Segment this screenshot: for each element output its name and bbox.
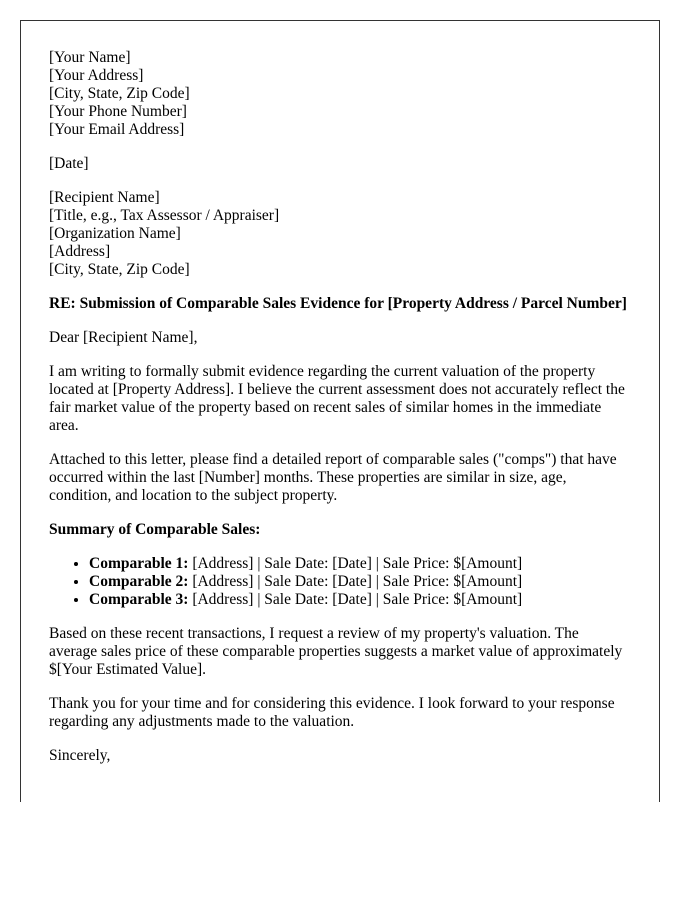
- recipient-organization: [Organization Name]: [49, 225, 181, 242]
- comparable-details: [Address] | Sale Date: [Date] | Sale Price: $[Amount]: [192, 591, 523, 608]
- list-item: [89, 555, 629, 573]
- list-item: [89, 573, 629, 591]
- summary-heading: Summary of Comparable Sales:: [49, 521, 261, 538]
- salutation: Dear [Recipient Name],: [49, 329, 198, 346]
- closing-paragraph: Thank you for your time and for considering this evidence. I look forward to your response regarding any adjustments made to the valuation.: [49, 695, 615, 730]
- comparable-label: Comparable 2:: [89, 573, 189, 590]
- recipient-name: [Recipient Name]: [49, 189, 160, 206]
- recipient-address: [Address]: [49, 243, 111, 260]
- sender-city-state-zip: [City, State, Zip Code]: [49, 85, 190, 102]
- subject-line: RE: Submission of Comparable Sales Evidence for [Property Address / Parcel Number]: [49, 295, 627, 312]
- comparable-label: Comparable 3:: [89, 591, 189, 608]
- comparable-details: [Address] | Sale Date: [Date] | Sale Price: $[Amount]: [192, 573, 523, 590]
- closing-paragraph: Based on these recent transactions, I request a review of my property's valuation. The average sales price of these comparable properties suggests a market value of approximately $[Your Estimated Value].: [49, 625, 623, 678]
- recipient-city-state-zip: [City, State, Zip Code]: [49, 261, 190, 278]
- list-item: [89, 591, 629, 609]
- letter-content: [49, 49, 629, 781]
- body-paragraph: Attached to this letter, please find a detailed report of comparable sales ("comps") that have occurred within the last [Number] months. These properties are similar in size, age, condition, and location to the subject property.: [49, 451, 617, 504]
- sender-address: [Your Address]: [49, 67, 144, 84]
- letter-date: [Date]: [49, 155, 89, 172]
- comparable-details: [Address] | Sale Date: [Date] | Sale Price: $[Amount]: [192, 555, 523, 572]
- body-paragraph: I am writing to formally submit evidence regarding the current valuation of the property located at [Property Address]. I believe the current assessment does not accurately reflect the fair market value of the property based on recent sales of similar homes in the immediate area.: [49, 363, 625, 434]
- comparable-label: Comparable 1:: [89, 555, 189, 572]
- letter-page: [20, 20, 660, 802]
- recipient-block: [49, 189, 629, 279]
- sender-block: [49, 49, 629, 139]
- comparables-list: [49, 555, 629, 609]
- sender-name: [Your Name]: [49, 49, 131, 66]
- sender-phone: [Your Phone Number]: [49, 103, 187, 120]
- sign-off: Sincerely,: [49, 747, 111, 764]
- sender-email: [Your Email Address]: [49, 121, 185, 138]
- recipient-title: [Title, e.g., Tax Assessor / Appraiser]: [49, 207, 280, 224]
